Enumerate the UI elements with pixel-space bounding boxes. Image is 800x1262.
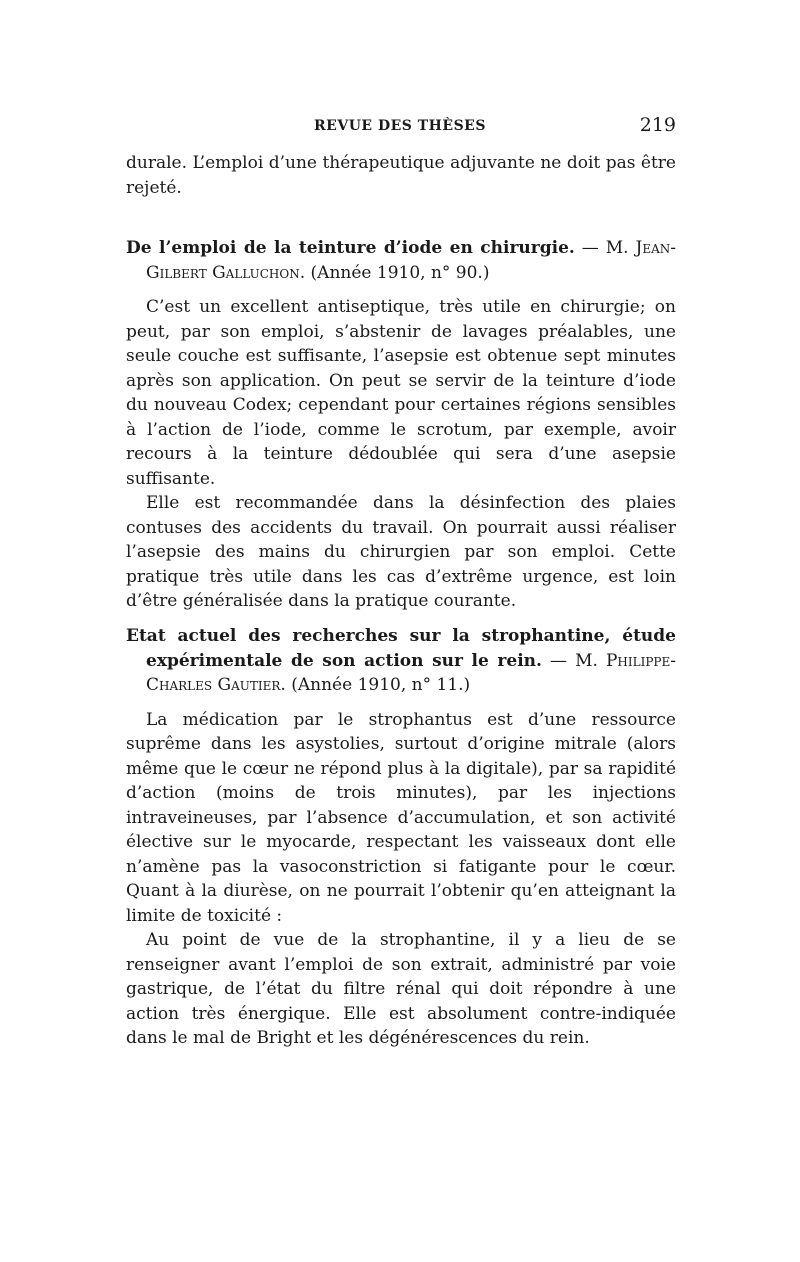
section-heading [126, 236, 676, 285]
paragraph: Au point de vue de la strophantine, il y a lieu de se renseigner avant l’emploi de son extrait, administré par voie gastrique, de l’état du filtre rénal qui doit répondre à une action très énergique. Elle est absolument contre-indiquée dans le mal de Bright et les dégénérescences du rein. [126, 930, 676, 1048]
paragraph: La médication par le strophantus est d’une ressource suprême dans les asystolies, surtout d’origine mitrale (alors même que le cœur ne répond plus à la digitale), par sa rapidité d’action (moins de trois minutes), par les injections intraveineuses, par l’absence d’accumulation, et son activité élective sur le myocarde, respectant les vaisseaux dont elle n’amène pas la vasoconstriction si fatigante pour le cœur. Quant à la diurèse, on ne pourrait l’obtenir qu’en atteignant la limite de toxicité : [126, 709, 676, 926]
intro-block [126, 151, 676, 200]
author-name: Jean-Gilbert Galluchon. [146, 238, 676, 283]
author-name: Philippe-Charles Gautier. [146, 650, 676, 695]
intro-paragraph: durale. L’emploi d’une thérapeutique adjuvante ne doit pas être rejeté. [126, 153, 676, 198]
section-strophantine [126, 624, 676, 1051]
section-title: Etat actuel des recherches sur la strophantine, étude expérimentale de son action sur le rein. [126, 626, 676, 671]
heading-dash: — M. [541, 650, 606, 671]
section-emploi-teinture-iode [126, 236, 676, 614]
section-title: De l’emploi de la teinture d’iode en chirurgie. [126, 238, 575, 258]
running-title: REVUE DES THÈSES [314, 118, 486, 134]
page-number: 219 [639, 114, 676, 136]
page-header [0, 116, 800, 138]
section-heading [126, 624, 676, 698]
paragraph: C’est un excellent antiseptique, très utile en chirurgie; on peut, par son emploi, s’abstenir de lavages préalables, une seule couche est suffisante, l’asepsie est obtenue sept minutes après son application. On peut se servir de la teinture d’iode du nouveau Codex; cependant pour certaines régions sensibles à l’action de l’iode, comme le scrotum, par exemple, avoir recours à la teinture dédoublée qui sera d’une asepsie suffisante. [126, 297, 676, 489]
thesis-reference: (Année 1910, n° 90.) [305, 262, 490, 283]
heading-dash: — M. [574, 238, 636, 258]
paragraph: Elle est recommandée dans la désinfection des plaies contuses des accidents du travail. On pourrait aussi réaliser l’asepsie des mains du chirurgien par son emploi. Cette pratique très utile dans les cas d’extrême urgence, est loin d’être généralisée dans la pratique courante. [126, 493, 676, 611]
thesis-reference: (Année 1910, n° 11.) [285, 675, 471, 695]
